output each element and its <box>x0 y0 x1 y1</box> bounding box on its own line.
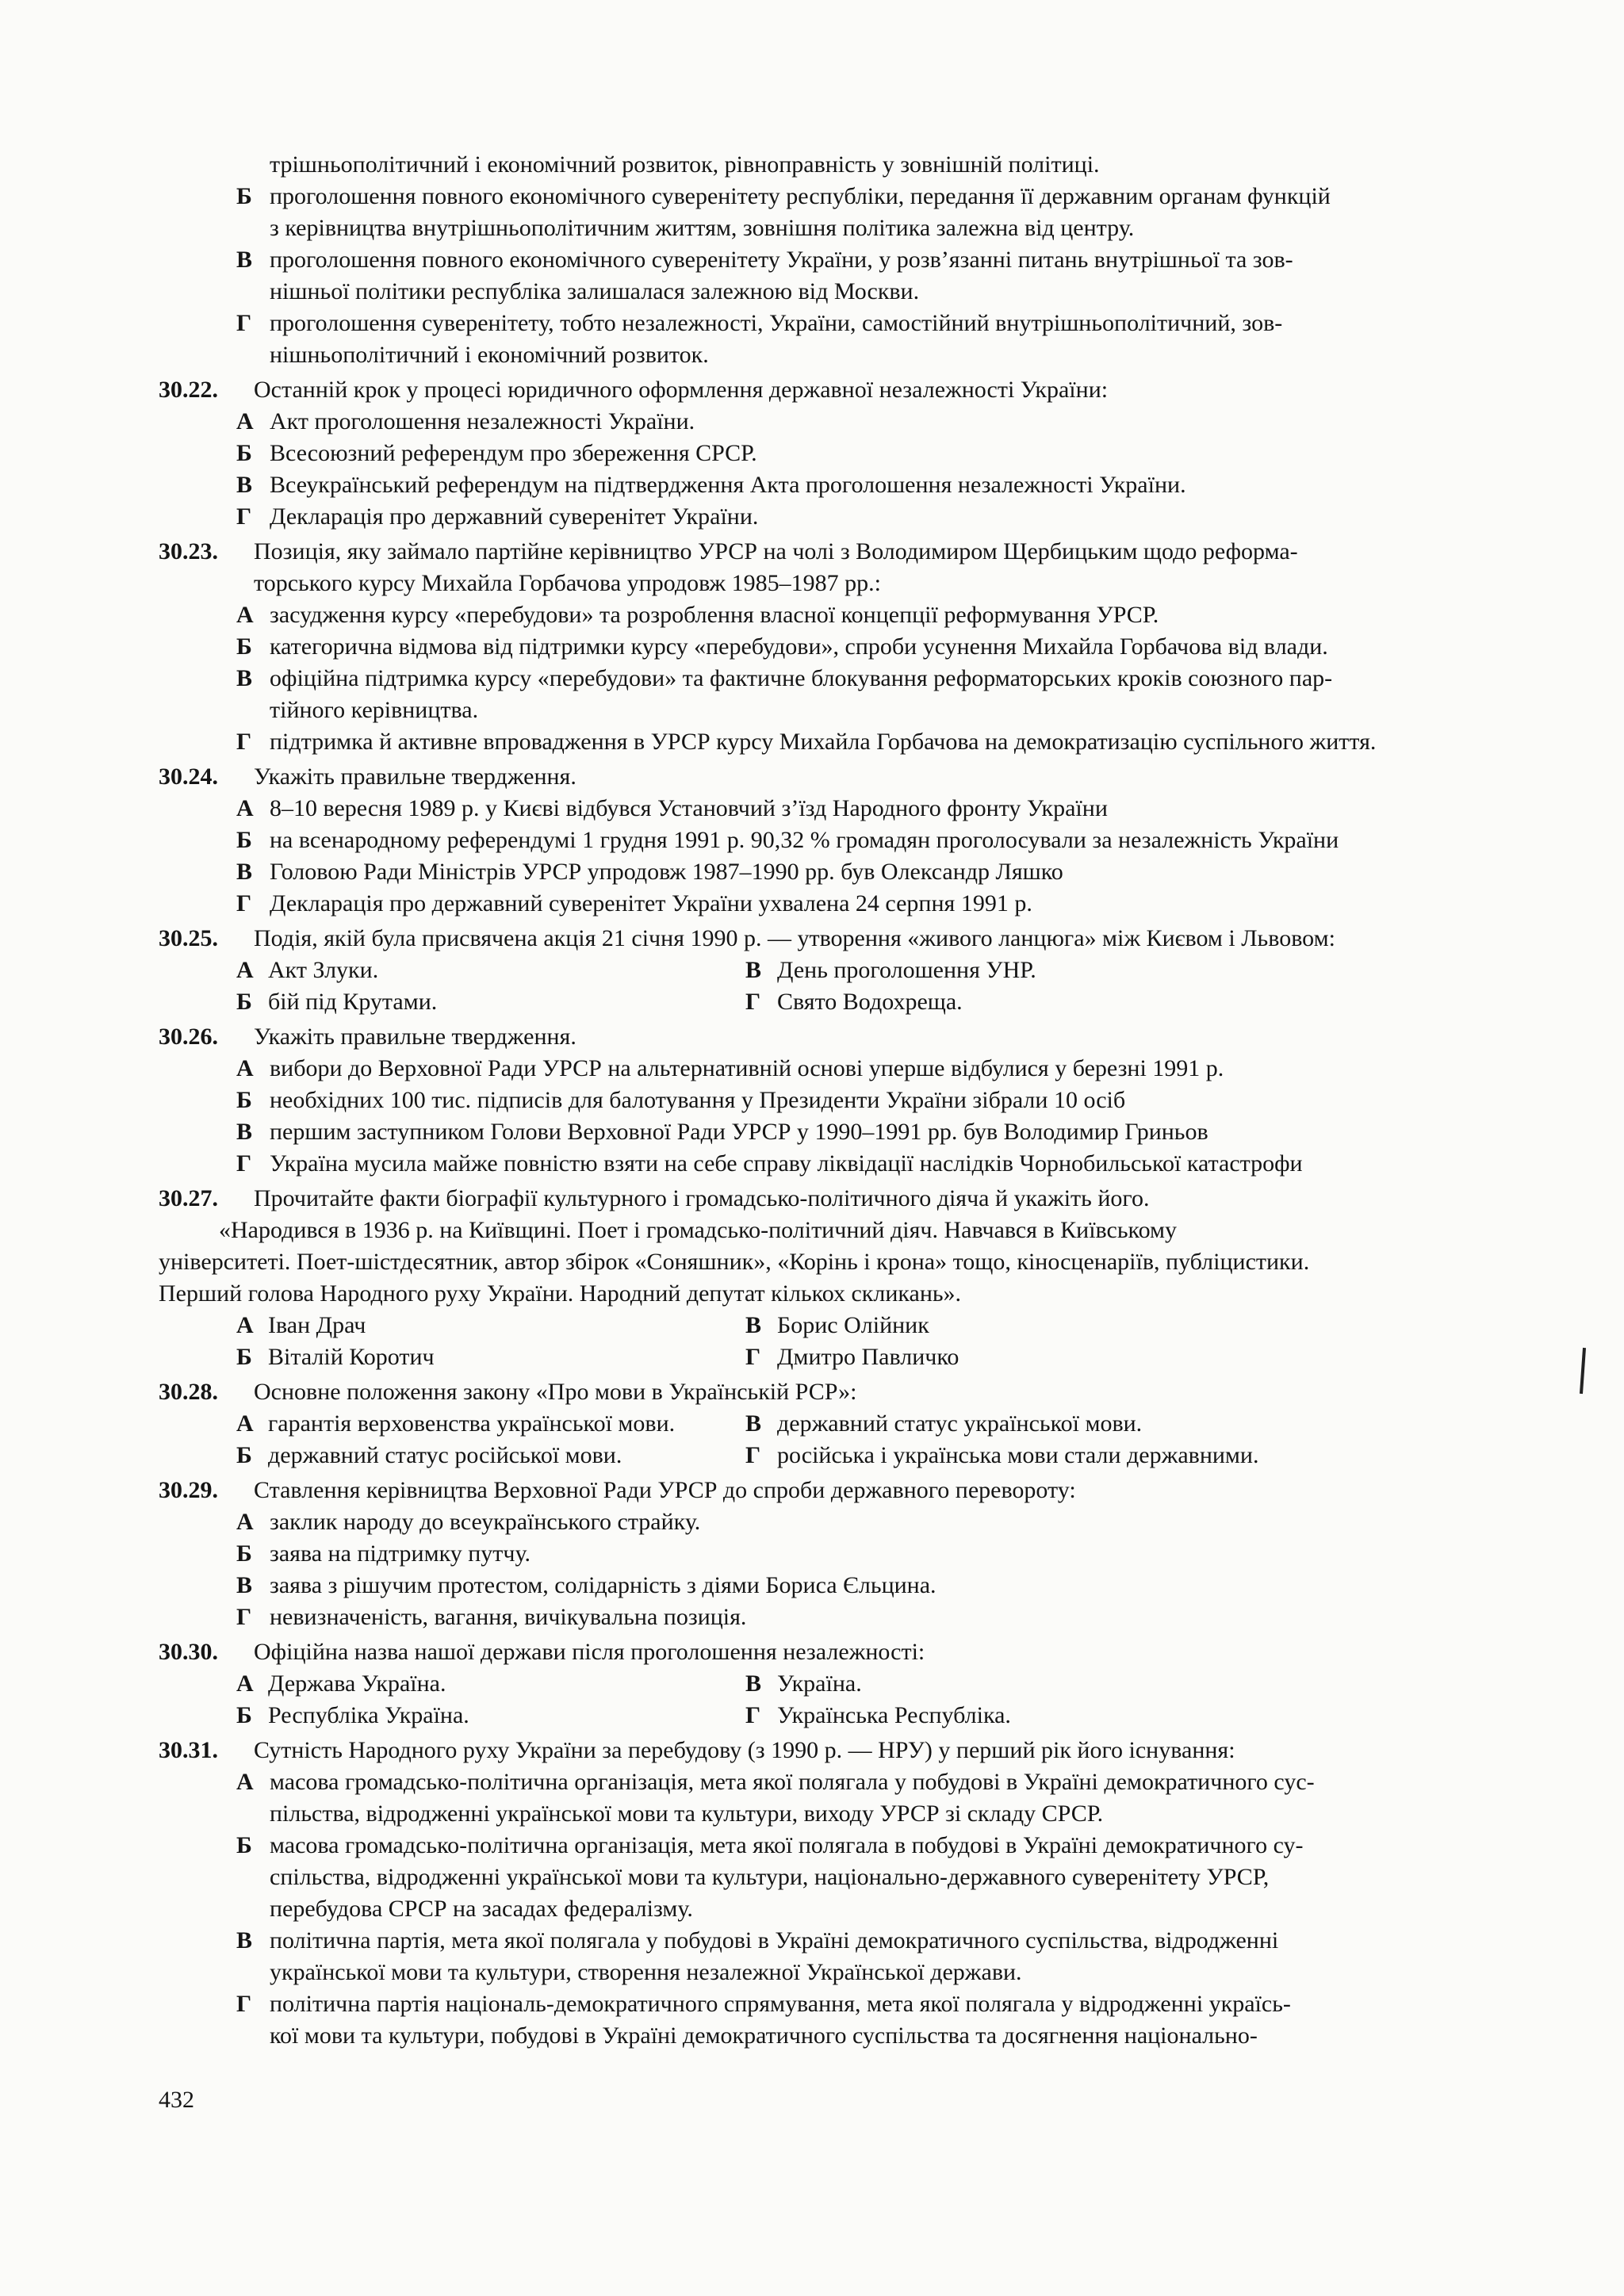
option-text: необхідних 100 тис. підписів для балотування у Президенти України зібрали 10 осіб <box>270 1087 1126 1113</box>
q27-options-row-1 <box>159 1310 1467 1341</box>
question-number: 30.27. <box>159 1185 218 1211</box>
option-text: першим заступником Голови Верховної Ради УРСР у 1990–1991 рр. був Володимир Гриньов <box>270 1119 1208 1145</box>
q23-option-b <box>159 631 1467 663</box>
option-text: пільства, відродженні української мови та культури, виходу УРСР зі складу СРСР. <box>270 1800 1104 1827</box>
option-text: Республіка Україна. <box>268 1702 469 1728</box>
q30-option-g <box>745 1700 1011 1732</box>
question-text: Ставлення керівництва Верховної Ради УРСР до спроби державного перевороту: <box>254 1477 1076 1503</box>
option-letter: А <box>236 957 254 983</box>
question-text: Основне положення закону «Про мови в Українській РСР»: <box>254 1379 857 1405</box>
option-letter: В <box>236 665 253 691</box>
option-text: масова громадсько-політична організація, мета якої полягала в побудові в Україні демократичного су- <box>270 1832 1304 1858</box>
q31-option-g <box>159 1988 1467 2052</box>
q25-option-a <box>236 955 378 986</box>
option-text: Акт проголошення незалежності України. <box>270 408 695 434</box>
question-30-25 <box>159 923 1467 955</box>
option-text: вибори до Верховної Ради УРСР на альтернативній основі уперше відбулися у березні 1991 р. <box>270 1055 1224 1081</box>
q22-option-v <box>159 469 1467 501</box>
q22-option-b <box>159 438 1467 469</box>
q25-options-row-2 <box>159 986 1467 1018</box>
option-letter: Г <box>745 1702 761 1728</box>
option-letter: Б <box>236 1832 252 1858</box>
q29-option-a <box>159 1506 1467 1538</box>
question-number: 30.29. <box>159 1477 218 1503</box>
option-letter: Б <box>236 1702 252 1728</box>
option-letter: Г <box>236 890 252 916</box>
option-text: Українська Республіка. <box>777 1702 1011 1728</box>
question-30-23 <box>159 536 1467 599</box>
q25-option-g <box>745 986 963 1018</box>
q24-option-b <box>159 825 1467 856</box>
q27-option-g <box>745 1341 959 1373</box>
q26-option-b <box>159 1085 1467 1116</box>
question-text: Укажіть правильне твердження. <box>254 763 576 790</box>
option-letter: Г <box>236 310 252 336</box>
q22-option-g <box>159 501 1467 533</box>
q30-options-row-1 <box>159 1668 1467 1700</box>
option-text: з керівництва внутрішньополітичним життям, зовнішня політика залежна від центру. <box>270 215 1135 241</box>
q23-option-v <box>159 663 1467 726</box>
option-text: заява на підтримку путчу. <box>270 1540 530 1567</box>
q22-option-a <box>159 406 1467 438</box>
q28-option-a <box>236 1408 675 1440</box>
option-text: заява з рішучим протестом, солідарність з діями Бориса Єльцина. <box>270 1572 936 1598</box>
option-text: Іван Драч <box>268 1312 366 1338</box>
biography-quote <box>159 1215 1467 1310</box>
option-letter: Г <box>236 1991 252 2017</box>
question-number: 30.26. <box>159 1024 218 1050</box>
option-text: проголошення суверенітету, тобто незалежності, України, самостійний внутрішньополітичний, зов- <box>270 310 1283 336</box>
question-30-24 <box>159 761 1467 793</box>
question-30-31 <box>159 1735 1467 1766</box>
option-letter: А <box>236 795 254 821</box>
q24-option-v <box>159 856 1467 888</box>
option-letter: Г <box>236 503 252 530</box>
q28-options-row-2 <box>159 1440 1467 1471</box>
option-letter: В <box>236 1572 253 1598</box>
option-letter: Б <box>236 1344 252 1370</box>
option-letter: Г <box>745 1344 761 1370</box>
q30-option-a <box>236 1668 446 1700</box>
question-text: Подія, якій була присвячена акція 21 січня 1990 р. — утворення «живого ланцюга» між Києвом і Львовом: <box>254 925 1335 951</box>
option-text: бій під Крутами. <box>268 989 438 1015</box>
question-number: 30.24. <box>159 763 218 790</box>
q30-option-v <box>745 1668 862 1700</box>
q26-option-v <box>159 1116 1467 1148</box>
question-text: Укажіть правильне твердження. <box>254 1024 576 1050</box>
option-text: Віталій Коротич <box>268 1344 435 1370</box>
option-letter: В <box>745 957 762 983</box>
option-text: заклик народу до всеукраїнського страйку. <box>270 1509 701 1535</box>
question-number: 30.22. <box>159 377 218 403</box>
option-letter: Г <box>745 989 761 1015</box>
q31-option-v <box>159 1925 1467 1988</box>
page-number: 432 <box>159 2087 194 2113</box>
option-text: Держава Україна. <box>268 1670 446 1697</box>
lead-option-v <box>159 244 1467 308</box>
q29-option-v <box>159 1570 1467 1601</box>
question-number: 30.30. <box>159 1639 218 1665</box>
option-letter: Г <box>236 729 252 755</box>
option-text: нішньої політики республіка залишалася залежною від Москви. <box>270 278 920 304</box>
q25-option-v <box>745 955 1036 986</box>
q31-option-a <box>159 1766 1467 1830</box>
q25-options-row-1 <box>159 955 1467 986</box>
q29-option-g <box>159 1601 1467 1633</box>
option-letter: В <box>236 247 253 273</box>
option-text: російська і українська мови стали державними. <box>777 1442 1259 1468</box>
option-letter: Б <box>236 989 252 1015</box>
option-text: Борис Олійник <box>777 1312 929 1338</box>
question-30-26 <box>159 1021 1467 1053</box>
option-letter: В <box>236 1927 253 1954</box>
q25-option-b <box>236 986 437 1018</box>
option-letter: Б <box>236 440 252 466</box>
option-letter: Б <box>236 1442 252 1468</box>
lead-option-g <box>159 308 1467 371</box>
q28-options-row-1 <box>159 1408 1467 1440</box>
q28-option-v <box>745 1408 1142 1440</box>
option-letter: В <box>236 859 253 885</box>
option-text: Всесоюзний референдум про збереження СРСР. <box>270 440 757 466</box>
q30-options-row-2 <box>159 1700 1467 1732</box>
question-30-28 <box>159 1376 1467 1408</box>
question-number: 30.31. <box>159 1737 218 1763</box>
option-letter: Б <box>236 827 252 853</box>
option-letter: А <box>236 1312 254 1338</box>
option-letter: Б <box>236 1087 252 1113</box>
q24-option-a <box>159 793 1467 825</box>
quote-line: Перший голова Народного руху України. Народний депутат кількох скликань». <box>159 1280 962 1307</box>
option-text: офіційна підтримка курсу «перебудови» та фактичне блокування реформаторських кроків союзного пар- <box>270 665 1333 691</box>
option-text: Головою Ради Міністрів УРСР упродовж 1987–1990 рр. був Олександр Ляшко <box>270 859 1063 885</box>
option-letter: А <box>236 408 254 434</box>
question-text: торського курсу Михайла Горбачова упродовж 1985–1987 рр.: <box>254 570 881 596</box>
option-text: 8–10 вересня 1989 р. у Києві відбувся Установчий з’їзд Народного фронту України <box>270 795 1108 821</box>
option-text: Всеукраїнський референдум на підтвердження Акта проголошення незалежності України. <box>270 472 1186 498</box>
question-30-30 <box>159 1636 1467 1668</box>
option-letter: Г <box>745 1442 761 1468</box>
q27-options-row-2 <box>159 1341 1467 1373</box>
question-text: Офіційна назва нашої держави після проголошення незалежності: <box>254 1639 925 1665</box>
q24-option-g <box>159 888 1467 920</box>
previous-option-continuation: трішньополітичний і економічний розвиток, рівноправність у зовнішній політиці. <box>270 151 1100 178</box>
option-text: гарантія верховенства української мови. <box>268 1410 676 1437</box>
option-text: тійного керівництва. <box>270 697 479 723</box>
option-text: Декларація про державний суверенітет України. <box>270 503 759 530</box>
option-text: проголошення повного економічного суверенітету республіки, передання її державним органам функцій <box>270 183 1331 209</box>
question-30-27 <box>159 1183 1467 1215</box>
q26-option-a <box>159 1053 1467 1085</box>
question-text: Останній крок у процесі юридичного оформлення державної незалежності України: <box>254 377 1109 403</box>
option-letter: Б <box>236 183 252 209</box>
q23-option-a <box>159 599 1467 631</box>
option-text: підтримка й активне впровадження в УРСР курсу Михайла Горбачова на демократизацію суспільного життя. <box>270 729 1377 755</box>
option-text: політична партія національ-демократичного спрямування, мета якої полягала у відродженні україсь- <box>270 1991 1291 2017</box>
option-letter: Г <box>236 1150 252 1177</box>
option-text: засудження курсу «перебудови» та розроблення власної концепції реформування УРСР. <box>270 602 1159 628</box>
option-text: перебудова СРСР на засадах федералізму. <box>270 1896 693 1922</box>
option-text: Акт Злуки. <box>268 957 379 983</box>
option-letter: Б <box>236 633 252 660</box>
question-30-29 <box>159 1475 1467 1506</box>
margin-pen-mark <box>1580 1348 1586 1394</box>
page-content <box>159 149 1467 2052</box>
q27-option-v <box>745 1310 929 1341</box>
option-text: нішньополітичний і економічний розвиток. <box>270 342 709 368</box>
q28-option-b <box>236 1440 622 1471</box>
option-letter: А <box>236 1410 254 1437</box>
option-text: Декларація про державний суверенітет України ухвалена 24 серпня 1991 р. <box>270 890 1032 916</box>
quote-line: «Народився в 1936 р. на Київщині. Поет і громадсько-політичний діяч. Навчався в Київському <box>219 1217 1177 1243</box>
option-text: Україна. <box>777 1670 862 1697</box>
question-number: 30.28. <box>159 1379 218 1405</box>
option-text: проголошення повного економічного суверенітету України, у розв’язанні питань внутрішньої та зов- <box>270 247 1293 273</box>
lead-option-b <box>159 181 1467 244</box>
question-number: 30.25. <box>159 925 218 951</box>
option-letter: В <box>236 472 253 498</box>
option-text: політична партія, мета якої полягала у побудові в Україні демократичного суспільства, відродженні <box>270 1927 1279 1954</box>
option-letter: В <box>745 1312 762 1338</box>
question-text: Прочитайте факти біографії культурного і громадсько-політичного діяча й укажіть його. <box>254 1185 1150 1211</box>
question-text: Позиція, яку займало партійне керівництво УРСР на чолі з Володимиром Щербицьким щодо реформа- <box>254 538 1298 564</box>
option-letter: А <box>236 602 254 628</box>
q27-option-a <box>236 1310 366 1341</box>
option-letter: А <box>236 1055 254 1081</box>
option-text: категорична відмова від підтримки курсу «перебудови», спроби усунення Михайла Горбачова від влади. <box>270 633 1328 660</box>
question-30-22 <box>159 374 1467 406</box>
option-letter: В <box>236 1119 253 1145</box>
q31-option-b <box>159 1830 1467 1925</box>
q27-option-b <box>236 1341 435 1373</box>
option-letter: Б <box>236 1540 252 1567</box>
option-text: День проголошення УНР. <box>777 957 1036 983</box>
option-letter: А <box>236 1670 254 1697</box>
q23-option-g <box>159 726 1467 758</box>
quote-line: університеті. Поет-шістдесятник, автор збірок «Соняшник», «Корінь і крона» тощо, кіносценаріїв, публіцистики. <box>159 1249 1310 1275</box>
option-letter: А <box>236 1769 254 1795</box>
option-text: державний статус російської мови. <box>268 1442 622 1468</box>
q29-option-b <box>159 1538 1467 1570</box>
option-text: української мови та культури, створення незалежної Української держави. <box>270 1959 1022 1985</box>
option-letter: Г <box>236 1604 252 1630</box>
option-text: кої мови та культури, побудові в Україні демократичного суспільства та досягнення національно- <box>270 2022 1258 2049</box>
question-text: Сутність Народного руху України за перебудову (з 1990 р. — НРУ) у перший рік його існування: <box>254 1737 1235 1763</box>
option-text: державний статус української мови. <box>777 1410 1143 1437</box>
q26-option-g <box>159 1148 1467 1180</box>
question-number: 30.23. <box>159 538 218 564</box>
option-text: спільства, відродженні української мови та культури, національно-державного суверенітету УРСР, <box>270 1864 1270 1890</box>
option-text: Україна мусила майже повністю взяти на себе справу ліквідації наслідків Чорнобильської катастрофи <box>270 1150 1303 1177</box>
option-text: невизначеність, вагання, вичікувальна позиція. <box>270 1604 747 1630</box>
option-text: на всенародному референдумі 1 грудня 1991 р. 90,32 % громадян проголосували за незалежність України <box>270 827 1339 853</box>
q30-option-b <box>236 1700 469 1732</box>
q28-option-g <box>745 1440 1258 1471</box>
option-letter: А <box>236 1509 254 1535</box>
option-text: Дмитро Павличко <box>777 1344 959 1370</box>
option-letter: В <box>745 1670 762 1697</box>
option-text: Свято Водохреща. <box>777 989 963 1015</box>
option-letter: В <box>745 1410 762 1437</box>
option-text: масова громадсько-політична організація, мета якої полягала у побудові в Україні демократичного сус- <box>270 1769 1315 1795</box>
